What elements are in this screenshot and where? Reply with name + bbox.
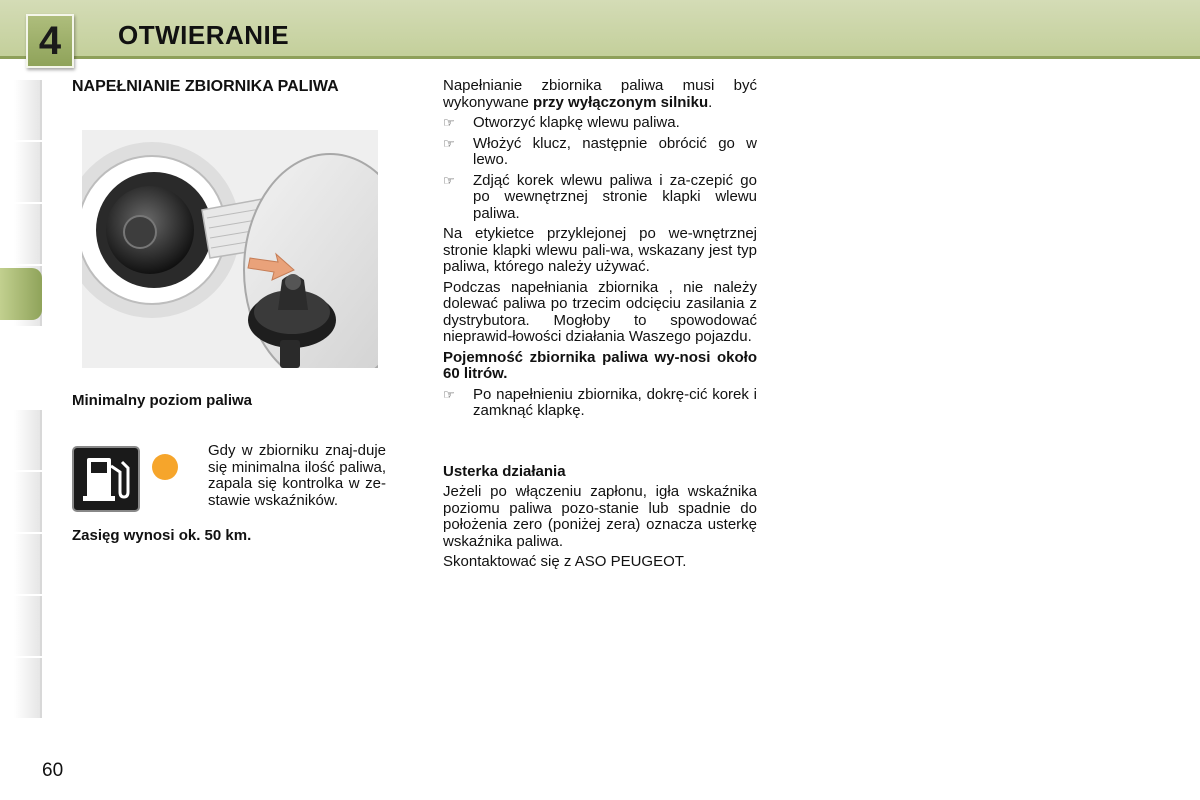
pointing-hand-icon: ☞ (443, 386, 455, 402)
pointing-hand-icon: ☞ (443, 135, 455, 151)
header-divider (0, 56, 1200, 59)
side-tab (14, 204, 42, 264)
side-tab (14, 472, 42, 532)
chapter-tab (26, 14, 74, 68)
pointing-hand-icon: ☞ (443, 115, 455, 130)
trouble-paragraph: Jeżeli po włączeniu zapłonu, igła wskaźnika poziomu paliwa pozo-stanie lub spadnie do położenia zero (poniżej zera) oznacza usterkę wskaźnika paliwa. (443, 483, 757, 550)
right-column (443, 78, 757, 575)
side-tab (14, 80, 42, 140)
intro-end: . (708, 93, 713, 111)
pointing-hand-icon: ☞ (443, 172, 455, 188)
intro-paragraph (443, 78, 757, 111)
contact-paragraph: Skontaktować się z ASO PEUGEOT. (443, 553, 687, 570)
step-item (443, 173, 757, 223)
warning-light-indicator (152, 454, 178, 480)
refuel-paragraph: Podczas napełniania zbiornika , nie należy dolewać paliwa po trzecim odcięciu zasilania z dystrybutora. Mogłoby to spowodować nieprawid-łowości działania Waszego pojazdu. (443, 278, 757, 345)
step-text: Otworzyć klapkę wlewu paliwa. (473, 114, 680, 131)
page-number: 60 (42, 760, 64, 781)
side-tab (14, 658, 42, 718)
fuel-filler-photo (82, 130, 378, 368)
side-tab (14, 142, 42, 202)
warning-text: Gdy w zbiorniku znaj-duje się minimalna ilość paliwa, zapala się kontrolka w ze-stawie wskaźników. (208, 442, 386, 509)
min-level-heading: Minimalny poziom paliwa (72, 392, 253, 409)
capacity-paragraph: Pojemność zbiornika paliwa wy-nosi około 60 litrów. (443, 348, 757, 382)
side-tab (14, 534, 42, 594)
intro-plain: Napełnianie zbiornika paliwa musi być wykonywane (443, 77, 757, 111)
trouble-heading: Usterka działania (443, 462, 566, 480)
side-tab (14, 596, 42, 656)
step-item (443, 115, 757, 132)
fuel-filler-illustration (82, 130, 378, 368)
left-column (72, 78, 392, 544)
range-text: Zasięg wynosi ok. 50 km. (72, 527, 252, 544)
label-paragraph: Na etykietce przyklejonej po we-wnętrznej stronie klapki wlewu pali-wa, wskazany jest typ paliwa, którego należy używać. (443, 225, 757, 275)
side-tabs (0, 80, 42, 720)
chapter-number: 4 (38, 19, 62, 63)
page-title: OTWIERANIE (118, 20, 290, 50)
intro-bold: przy wyłączonym silniku (533, 93, 709, 111)
side-tab (14, 410, 42, 470)
step-text: Zdjąć korek wlewu paliwa i za-czepić go po wewnętrznej stronie klapki wlewu paliwa. (473, 171, 757, 222)
fuel-pump-icon (72, 446, 140, 512)
step-item (443, 136, 757, 169)
section-heading: NAPEŁNIANIE ZBIORNIKA PALIWA (72, 78, 339, 95)
step-text: Włożyć klucz, następnie obrócić go w lewo. (473, 134, 757, 168)
final-step-text: Po napełnieniu zbiornika, dokrę-cić korek i zamknąć klapkę. (473, 385, 757, 419)
final-step-item (443, 387, 757, 420)
side-tab-active (0, 268, 42, 320)
